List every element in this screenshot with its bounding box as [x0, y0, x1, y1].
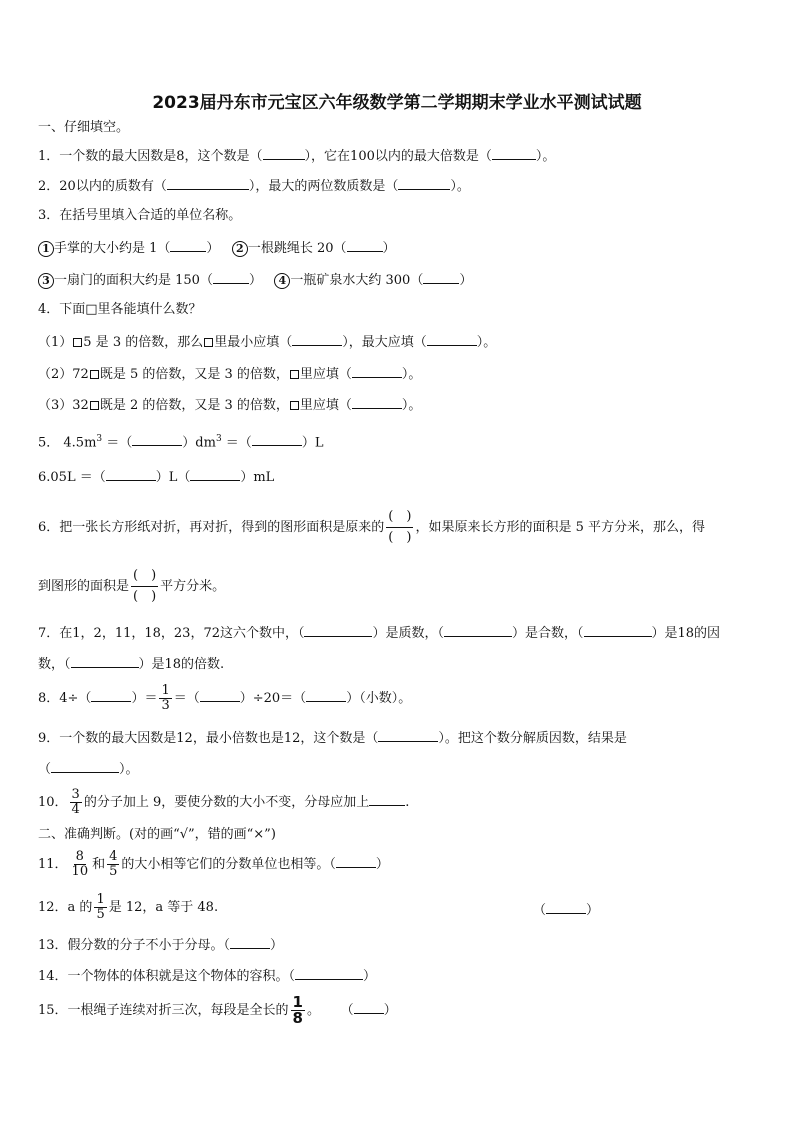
fraction-denominator: 8	[292, 1009, 303, 1027]
box-icon	[290, 370, 299, 379]
q2-text: ），最大的两位数质数是（	[248, 179, 399, 194]
answer-blank[interactable]	[584, 623, 652, 637]
question-1	[38, 146, 555, 166]
q1-text: ）。	[535, 149, 556, 164]
q6-text: 平方分米。	[160, 579, 226, 594]
box-icon	[90, 370, 99, 379]
q14-text: 14．一个物体的体积就是这个物体的容积。（	[38, 969, 296, 984]
answer-blank[interactable]	[213, 270, 249, 284]
q1-text: ），它在100以内的最大倍数是（	[304, 149, 492, 164]
question-7-line-1	[38, 623, 720, 643]
q4-text: 里最小应填（	[214, 335, 293, 350]
page-title: 2023届丹东市元宝区六年级数学第二学期期末学业水平测试试题	[152, 93, 642, 113]
q13-text: ）	[270, 938, 284, 953]
q4-text: （1）	[38, 335, 73, 350]
answer-blank[interactable]	[106, 467, 156, 481]
q8-text: 8．4÷（	[38, 691, 92, 706]
section-1-heading: 一、仔细填空。	[38, 120, 130, 135]
q3-text: ）	[248, 273, 262, 288]
q3-text: 一瓶矿泉水大约 300（	[290, 273, 424, 288]
fraction-denominator: 3	[161, 698, 170, 713]
answer-blank[interactable]	[252, 432, 302, 446]
question-15	[38, 995, 397, 1026]
q8-text: ＝（	[173, 691, 200, 706]
circled-number: 1	[38, 241, 54, 257]
answer-blank[interactable]	[295, 966, 363, 980]
q11-text: ）	[375, 857, 389, 872]
q3-text: 一根跳绳长 20（	[247, 241, 347, 256]
answer-blank[interactable]	[369, 792, 405, 806]
answer-blank[interactable]	[546, 900, 586, 914]
circled-number: 2	[232, 241, 248, 257]
answer-blank[interactable]	[190, 467, 240, 481]
fraction	[131, 566, 158, 607]
question-9-line-1	[38, 728, 627, 748]
answer-blank[interactable]	[230, 935, 270, 949]
q5-text: ）L	[301, 435, 324, 451]
q4-text: ）。	[401, 398, 422, 413]
q5-superscript: 3	[96, 434, 103, 444]
fraction	[70, 850, 91, 879]
q4-text: （2）72	[38, 367, 89, 382]
q9-text: 9．一个数的最大因数是12，最小倍数也是12，这个数是（	[38, 731, 379, 746]
q15-text: 。	[306, 1003, 320, 1018]
q6-text: 到图形的面积是	[38, 579, 130, 594]
q7-text: ）是18的因	[651, 626, 721, 641]
q11-text: 和	[92, 857, 106, 872]
fraction-numerator: 1	[292, 993, 303, 1011]
answer-blank[interactable]	[306, 688, 346, 702]
fraction-denominator[interactable]: ( )	[133, 589, 157, 604]
q4-text: 里应填（	[299, 367, 352, 382]
question-5-line-1	[38, 430, 323, 452]
q5-text: ＝（	[221, 435, 252, 451]
fraction	[107, 850, 119, 879]
answer-blank[interactable]	[170, 238, 206, 252]
fraction-denominator: 4	[71, 802, 80, 817]
q1-text: 1．一个数的最大因数是8，这个数是（	[38, 149, 263, 164]
q15-text: （	[340, 1003, 354, 1018]
q7-text: ）是18的倍数.	[138, 657, 225, 672]
fraction-numerator: 1	[96, 892, 105, 907]
q8-text: ）（小数）。	[346, 691, 412, 706]
q12-text: ）	[586, 903, 600, 918]
q7-text: 7．在1，2，11，18，23，72这六个数中，（	[38, 626, 305, 641]
question-11	[38, 850, 389, 879]
question-9-line-2	[38, 759, 139, 779]
question-4-part-1	[38, 332, 496, 352]
question-5-line-2	[38, 467, 274, 487]
q5-text: ）dm	[182, 435, 216, 451]
q15-text: ）	[383, 1003, 397, 1018]
q5-superscript: 3	[215, 434, 222, 444]
q4-text: 5 是 3 的倍数，那么	[83, 335, 204, 350]
q15-text: 15．一根绳子连续对折三次，每段是全长的	[38, 1003, 289, 1018]
fraction	[159, 684, 171, 713]
answer-blank[interactable]	[200, 688, 240, 702]
answer-blank[interactable]	[71, 654, 139, 668]
q4-text: 里应填（	[299, 398, 352, 413]
answer-blank[interactable]	[132, 432, 182, 446]
question-3-row-1	[38, 238, 396, 258]
q12-text: 是 12，a 等于 48.	[108, 900, 219, 915]
q10-text: 的分子加上 9，要使分数的大小不变，分母应加上	[83, 795, 370, 810]
question-12-answer	[533, 900, 599, 920]
q4-text: 既是 2 的倍数，又是 3 的倍数，	[99, 398, 289, 413]
question-8	[38, 684, 411, 713]
q3-text: ）	[459, 273, 473, 288]
q10-text: .	[405, 795, 410, 810]
question-4-stem: 4．下面□里各能填什么数？	[38, 302, 202, 317]
answer-blank[interactable]	[423, 270, 459, 284]
fraction-denominator: 5	[96, 907, 105, 922]
q7-text: ）是质数，（	[372, 626, 444, 641]
q8-text: ）＝	[131, 691, 158, 706]
answer-blank[interactable]	[352, 364, 402, 378]
fraction-numerator: 4	[109, 849, 118, 864]
answer-blank[interactable]	[263, 146, 305, 160]
question-13	[38, 935, 283, 955]
question-4-part-3	[38, 395, 421, 415]
q13-text: 13．假分数的分子不小于分母。（	[38, 938, 231, 953]
q12-text: （	[533, 903, 547, 918]
fraction-denominator: 10	[71, 864, 89, 879]
q3-text: 手掌的大小约是 1（	[54, 241, 171, 256]
answer-blank[interactable]	[91, 688, 131, 702]
answer-blank[interactable]	[304, 623, 372, 637]
fraction-numerator: 3	[71, 787, 80, 802]
fraction-denominator[interactable]: ( )	[388, 530, 412, 545]
question-12	[38, 893, 218, 922]
q5-text: ）L（	[155, 470, 191, 485]
section-2-heading: 二、准确判断。(对的画“√”，错的画“×”)	[38, 827, 276, 842]
answer-blank[interactable]	[167, 176, 249, 190]
fraction-denominator: 5	[109, 864, 118, 879]
answer-blank[interactable]	[378, 728, 438, 742]
fraction-numerator[interactable]: ( )	[386, 507, 413, 528]
q10-text: 10．	[38, 795, 68, 810]
answer-blank[interactable]	[51, 759, 119, 773]
q9-text: ）。把这个数分解质因数，结果是	[438, 731, 627, 746]
q11-text: 的大小相等它们的分数单位也相等。（	[121, 857, 336, 872]
answer-blank[interactable]	[427, 332, 477, 346]
box-icon	[73, 338, 82, 347]
question-2	[38, 176, 470, 196]
q14-text: ）	[363, 969, 377, 984]
question-4-part-2	[38, 364, 421, 384]
q11-text: 11．	[38, 857, 68, 872]
box-icon	[90, 401, 99, 410]
circled-number: 4	[274, 273, 290, 289]
question-6-line-2	[38, 566, 225, 607]
fraction-numerator[interactable]: ( )	[131, 566, 158, 587]
question-14	[38, 966, 376, 986]
question-10	[38, 788, 409, 817]
answer-blank[interactable]	[398, 176, 450, 190]
answer-blank[interactable]	[492, 146, 536, 160]
box-icon	[204, 338, 213, 347]
q5-text: ＝（	[102, 435, 133, 451]
q3-text: 一扇门的面积大约是 150（	[54, 273, 213, 288]
q2-text: 2．20以内的质数有（	[38, 179, 167, 194]
answer-blank[interactable]	[347, 238, 383, 252]
fraction-numerator: 8	[75, 849, 84, 864]
q3-text: ）	[206, 241, 220, 256]
fraction-numerator: 1	[161, 683, 170, 698]
answer-blank[interactable]	[336, 854, 376, 868]
q5-text: 6.05L ＝（	[38, 470, 106, 485]
fraction	[94, 893, 106, 922]
q9-text: ）。	[119, 762, 139, 777]
fraction	[386, 507, 413, 548]
q12-text: 12．a 的	[38, 900, 93, 915]
q6-text: 6．把一张长方形纸对折，再对折，得到的图形面积是原来的	[38, 520, 385, 535]
q5-text: 5． 4.5m	[38, 435, 97, 451]
answer-blank[interactable]	[444, 623, 512, 637]
box-icon	[290, 401, 299, 410]
question-7-line-2	[38, 654, 224, 674]
fraction	[70, 788, 82, 817]
circled-number: 3	[38, 273, 54, 289]
q7-text: 数，（	[38, 657, 71, 672]
q4-text: （3）32	[38, 398, 89, 413]
q4-text: 既是 5 的倍数，又是 3 的倍数，	[99, 367, 289, 382]
question-6-line-1	[38, 507, 705, 548]
q4-text: ）。	[476, 335, 497, 350]
q6-text: ，如果原来长方形的面积是 5 平方分米，那么，得	[415, 520, 705, 535]
answer-blank[interactable]	[354, 1000, 384, 1014]
q8-text: ）÷20＝（	[239, 691, 307, 706]
q3-text: ）	[382, 241, 396, 256]
question-3-row-2	[38, 270, 472, 290]
q5-text: ）mL	[240, 470, 275, 485]
q4-text: ）。	[401, 367, 422, 382]
answer-blank[interactable]	[352, 395, 402, 409]
q9-text: （	[38, 762, 52, 777]
q4-text: ），最大应填（	[342, 335, 427, 350]
q7-text: ）是合数，（	[512, 626, 584, 641]
answer-blank[interactable]	[292, 332, 342, 346]
q2-text: ）。	[450, 179, 470, 194]
fraction	[291, 995, 305, 1026]
question-3-stem: 3．在括号里填入合适的单位名称。	[38, 208, 242, 223]
